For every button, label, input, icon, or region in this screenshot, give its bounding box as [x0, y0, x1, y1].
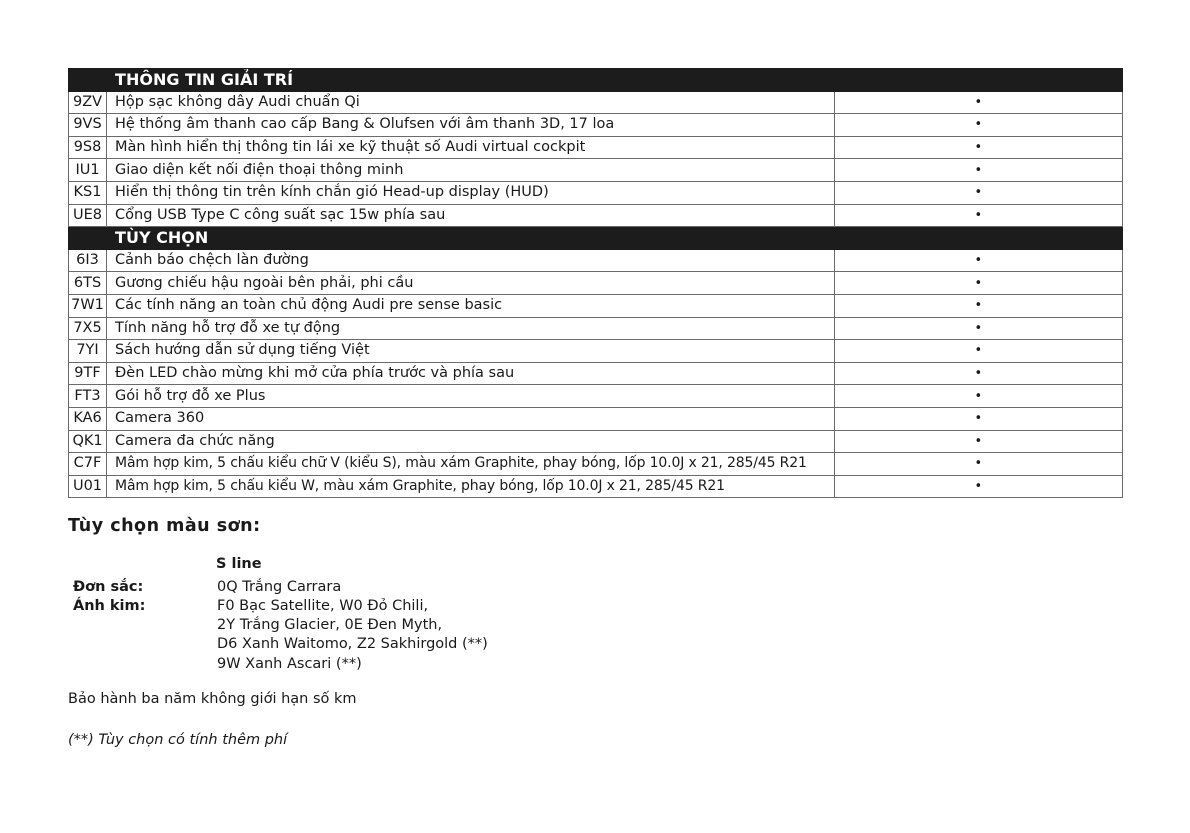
option-description: Cảnh báo chệch làn đường	[107, 249, 835, 272]
table-row	[69, 340, 1123, 363]
option-code: IU1	[69, 159, 107, 182]
table-row	[69, 181, 1123, 204]
option-description: Camera đa chức năng	[107, 430, 835, 453]
paint-color-line: 2Y Trắng Glacier, 0E Đen Myth,	[217, 617, 443, 634]
option-code: 6TS	[69, 272, 107, 295]
section-header	[69, 69, 1123, 92]
table-row	[69, 317, 1123, 340]
option-code: UE8	[69, 204, 107, 227]
availability-dot: •	[834, 407, 1122, 430]
option-description: Hộp sạc không dây Audi chuẩn Qi	[107, 91, 835, 114]
equipment-table-body	[69, 69, 1123, 498]
option-description: Màn hình hiển thị thông tin lái xe kỹ thuật số Audi virtual cockpit	[107, 136, 835, 159]
availability-dot: •	[834, 317, 1122, 340]
section-header-value	[834, 227, 1122, 250]
paint-metallic-label: Ánh kim:	[73, 598, 146, 614]
option-code: 6I3	[69, 249, 107, 272]
paint-solid-values	[217, 578, 341, 597]
option-description: Hệ thống âm thanh cao cấp Bang & Olufsen với âm thanh 3D, 17 loa	[107, 114, 835, 137]
section-header-code	[69, 227, 107, 250]
section-header-code	[69, 69, 107, 92]
paint-color-line: 9W Xanh Ascari (**)	[217, 655, 362, 672]
table-row	[69, 430, 1123, 453]
equipment-table	[68, 68, 1123, 498]
paint-column-header: S line	[216, 556, 262, 572]
paint-solid-label: Đơn sắc:	[73, 579, 144, 595]
option-code: FT3	[69, 385, 107, 408]
table-row	[69, 249, 1123, 272]
table-row	[69, 475, 1123, 498]
table-row	[69, 91, 1123, 114]
option-code: 9VS	[69, 114, 107, 137]
table-row	[69, 362, 1123, 385]
option-description: Gương chiếu hậu ngoài bên phải, phi cầu	[107, 272, 835, 295]
table-row	[69, 159, 1123, 182]
availability-dot: •	[834, 159, 1122, 182]
paint-options-title: Tùy chọn màu sơn:	[68, 516, 261, 536]
table-row	[69, 136, 1123, 159]
option-code: C7F	[69, 453, 107, 476]
availability-dot: •	[834, 385, 1122, 408]
availability-dot: •	[834, 91, 1122, 114]
warranty-note: Bảo hành ba năm không giới hạn số km	[68, 691, 357, 707]
option-description: Mâm hợp kim, 5 chấu kiểu chữ V (kiểu S), màu xám Graphite, phay bóng, lốp 10.0J x 21, 285/45 R21	[107, 453, 835, 476]
availability-dot: •	[834, 430, 1122, 453]
availability-dot: •	[834, 272, 1122, 295]
availability-dot: •	[834, 475, 1122, 498]
option-description: Sách hướng dẫn sử dụng tiếng Việt	[107, 340, 835, 363]
option-code: KS1	[69, 181, 107, 204]
option-code: KA6	[69, 407, 107, 430]
table-row	[69, 204, 1123, 227]
option-description: Camera 360	[107, 407, 835, 430]
option-code: 7YI	[69, 340, 107, 363]
paint-color-line: D6 Xanh Waitomo, Z2 Sakhirgold (**)	[217, 636, 488, 653]
section-header	[69, 227, 1123, 250]
section-title: THÔNG TIN GIẢI TRÍ	[107, 69, 835, 92]
table-row	[69, 272, 1123, 295]
availability-dot: •	[834, 204, 1122, 227]
option-description: Đèn LED chào mừng khi mở cửa phía trước và phía sau	[107, 362, 835, 385]
paint-color-line: 0Q Trắng Carrara	[217, 579, 342, 595]
availability-dot: •	[834, 181, 1122, 204]
paint-metallic-values	[217, 597, 488, 674]
table-row	[69, 114, 1123, 137]
availability-dot: •	[834, 249, 1122, 272]
option-code: 9TF	[69, 362, 107, 385]
option-description: Cổng USB Type C công suất sạc 15w phía sau	[107, 204, 835, 227]
section-title: TÙY CHỌN	[107, 227, 835, 250]
option-code: 9ZV	[69, 91, 107, 114]
option-description: Tính năng hỗ trợ đỗ xe tự động	[107, 317, 835, 340]
availability-dot: •	[834, 294, 1122, 317]
table-row	[69, 453, 1123, 476]
option-code: 7W1	[69, 294, 107, 317]
option-description: Mâm hợp kim, 5 chấu kiểu W, màu xám Graphite, phay bóng, lốp 10.0J x 21, 285/45 R21	[107, 475, 835, 498]
paint-color-line: F0 Bạc Satellite, W0 Đỏ Chili,	[217, 598, 429, 614]
option-description: Giao diện kết nối điện thoại thông minh	[107, 159, 835, 182]
section-header-value	[834, 69, 1122, 92]
table-row	[69, 385, 1123, 408]
availability-dot: •	[834, 114, 1122, 137]
table-row	[69, 294, 1123, 317]
option-description: Các tính năng an toàn chủ động Audi pre sense basic	[107, 294, 835, 317]
availability-dot: •	[834, 453, 1122, 476]
availability-dot: •	[834, 362, 1122, 385]
availability-dot: •	[834, 340, 1122, 363]
option-code: 7X5	[69, 317, 107, 340]
surcharge-footnote: (**) Tùy chọn có tính thêm phí	[68, 732, 288, 748]
option-code: U01	[69, 475, 107, 498]
option-code: QK1	[69, 430, 107, 453]
option-description: Gói hỗ trợ đỗ xe Plus	[107, 385, 835, 408]
table-row	[69, 407, 1123, 430]
availability-dot: •	[834, 136, 1122, 159]
option-code: 9S8	[69, 136, 107, 159]
option-description: Hiển thị thông tin trên kính chắn gió Head-up display (HUD)	[107, 181, 835, 204]
